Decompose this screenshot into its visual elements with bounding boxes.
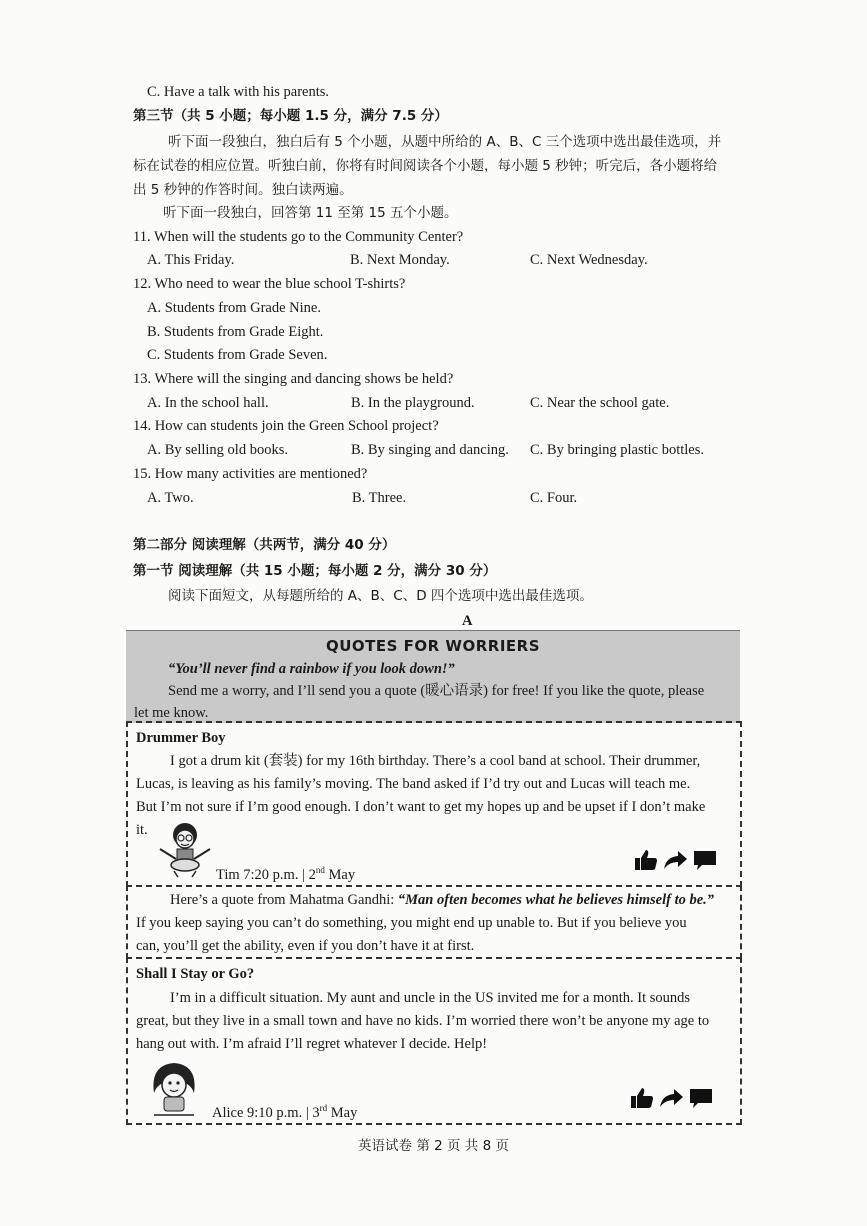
post-body-line: But I’m not sure if I’m good enough. I don’t want to get my hopes up and be upset if I don’t make xyxy=(136,799,706,815)
question-14: 14. How can students join the Green School project? xyxy=(133,418,439,434)
quote-reply-gandhi xyxy=(126,885,742,959)
q14-option-a: A. By selling old books. xyxy=(147,442,288,458)
post-body-line: I’m in a difficult situation. My aunt and uncle in the US invited me for a month. It sounds xyxy=(170,990,691,1006)
q11-option-a: A. This Friday. xyxy=(147,252,235,268)
share-arrow-icon[interactable] xyxy=(662,849,688,871)
passage-letter: A xyxy=(462,613,473,629)
previous-option-c: C. Have a talk with his parents. xyxy=(147,84,330,100)
thumbs-up-icon[interactable] xyxy=(634,849,658,871)
girl-avatar xyxy=(146,1059,202,1117)
share-arrow-icon[interactable] xyxy=(658,1087,684,1109)
reading-section-heading: 第一节 阅读理解（共 15 小题；每小题 2 分，满分 30 分） xyxy=(133,563,497,579)
q12-option-a: A. Students from Grade Nine. xyxy=(147,300,321,316)
quotes-header-panel xyxy=(126,630,740,723)
q12-option-b: B. Students from Grade Eight. xyxy=(147,324,324,340)
q11-option-b: B. Next Monday. xyxy=(350,252,450,268)
post-body-line: I got a drum kit (套装) for my 16th birthday. There’s a cool band at school. Their drummer, xyxy=(170,753,701,769)
reply-line-3: can, you’ll get the ability, even if you don’t have it at first. xyxy=(136,938,475,954)
quotes-motto: “You’ll never find a rainbow if you look down!” xyxy=(168,661,455,677)
q14-option-c: C. By bringing plastic bottles. xyxy=(530,442,704,458)
q12-option-c: C. Students from Grade Seven. xyxy=(147,347,328,363)
q13-option-c: C. Near the school gate. xyxy=(530,395,670,411)
post-actions xyxy=(634,849,718,871)
q13-option-a: A. In the school hall. xyxy=(147,395,269,411)
reply-line-1 xyxy=(170,889,714,912)
reply-lead: Here’s a quote from Mahatma Gandhi: xyxy=(170,892,398,908)
post-meta-sup: rd xyxy=(319,1103,328,1113)
post-meta-month: May xyxy=(324,866,356,883)
drummer-avatar xyxy=(154,819,216,879)
reading-part-heading: 第二部分 阅读理解（共两节，满分 40 分） xyxy=(133,537,396,553)
thumbs-up-icon[interactable] xyxy=(630,1087,654,1109)
post-body-line: Lucas, is leaving as his family’s moving. The band asked if I’d try out and Lucas will teach me. xyxy=(136,776,691,792)
page-footer: 英语试卷 第 2 页 共 8 页 xyxy=(358,1138,509,1154)
question-12: 12. Who need to wear the blue school T-shirts? xyxy=(133,276,406,292)
post-shall-i-stay xyxy=(126,957,742,1125)
listening-section-heading: 第三节（共 5 小题；每小题 1.5 分，满分 7.5 分） xyxy=(133,108,448,124)
reading-instruction: 阅读下面短文，从每题所给的 A、B、C、D 四个选项中选出最佳选项。 xyxy=(168,588,593,604)
instruction-line-1: 听下面一段独白，独白后有 5 个小题，从题中所给的 A、B、C 三个选项中选出最佳选项，并 xyxy=(168,134,722,150)
instruction-line-3: 出 5 秒钟的作答时间。独白读两遍。 xyxy=(133,182,353,198)
q13-option-b: B. In the playground. xyxy=(351,395,475,411)
post-meta xyxy=(212,1097,357,1125)
q15-option-a: A. Two. xyxy=(147,490,194,506)
quotes-title: QUOTES FOR WORRIERS xyxy=(325,637,541,655)
q15-option-b: B. Three. xyxy=(352,490,407,506)
question-15: 15. How many activities are mentioned? xyxy=(133,466,368,482)
post-title: Shall I Stay or Go? xyxy=(136,966,255,982)
post-title: Drummer Boy xyxy=(136,730,226,746)
post-drummer-boy xyxy=(126,721,742,887)
reply-quote: “Man often becomes what he believes himself to be.” xyxy=(397,892,715,908)
post-meta-name: Tim 7:20 p.m. | 2 xyxy=(216,866,316,883)
sub-instruction: 听下面一段独白，回答第 11 至第 15 五个小题。 xyxy=(163,205,458,221)
comment-icon[interactable] xyxy=(692,849,718,871)
instruction-line-2: 标在试卷的相应位置。听独白前，你将有时间阅读各个小题，每小题 5 秒钟；听完后，各小题将给 xyxy=(133,158,718,174)
post-body-line: great, but they live in a small town and have no kids. I’m worried there won’t be anyone my age to xyxy=(136,1013,710,1029)
question-13: 13. Where will the singing and dancing shows be held? xyxy=(133,371,454,387)
post-body-line: hang out with. I’m afraid I’ll regret whatever I decide. Help! xyxy=(136,1036,488,1052)
question-11: 11. When will the students go to the Community Center? xyxy=(133,229,464,245)
post-actions xyxy=(630,1087,714,1109)
reply-line-2: If you keep saying you can’t do something, you might end up unable to. But if you believe you xyxy=(136,915,687,931)
quotes-intro-line-1: Send me a worry, and I’ll send you a quote (暖心语录) for free! If you like the quote, please xyxy=(168,683,705,699)
post-meta-month: May xyxy=(327,1104,358,1121)
q11-option-c: C. Next Wednesday. xyxy=(530,252,648,268)
q14-option-b: B. By singing and dancing. xyxy=(351,442,509,458)
quotes-intro-line-2: let me know. xyxy=(134,705,209,721)
post-meta-name: Alice 9:10 p.m. | 3 xyxy=(212,1104,320,1121)
post-body-line: it. xyxy=(136,822,148,838)
post-meta xyxy=(216,859,355,887)
q15-option-c: C. Four. xyxy=(530,490,578,506)
comment-icon[interactable] xyxy=(688,1087,714,1109)
post-meta-sup: nd xyxy=(315,865,325,875)
